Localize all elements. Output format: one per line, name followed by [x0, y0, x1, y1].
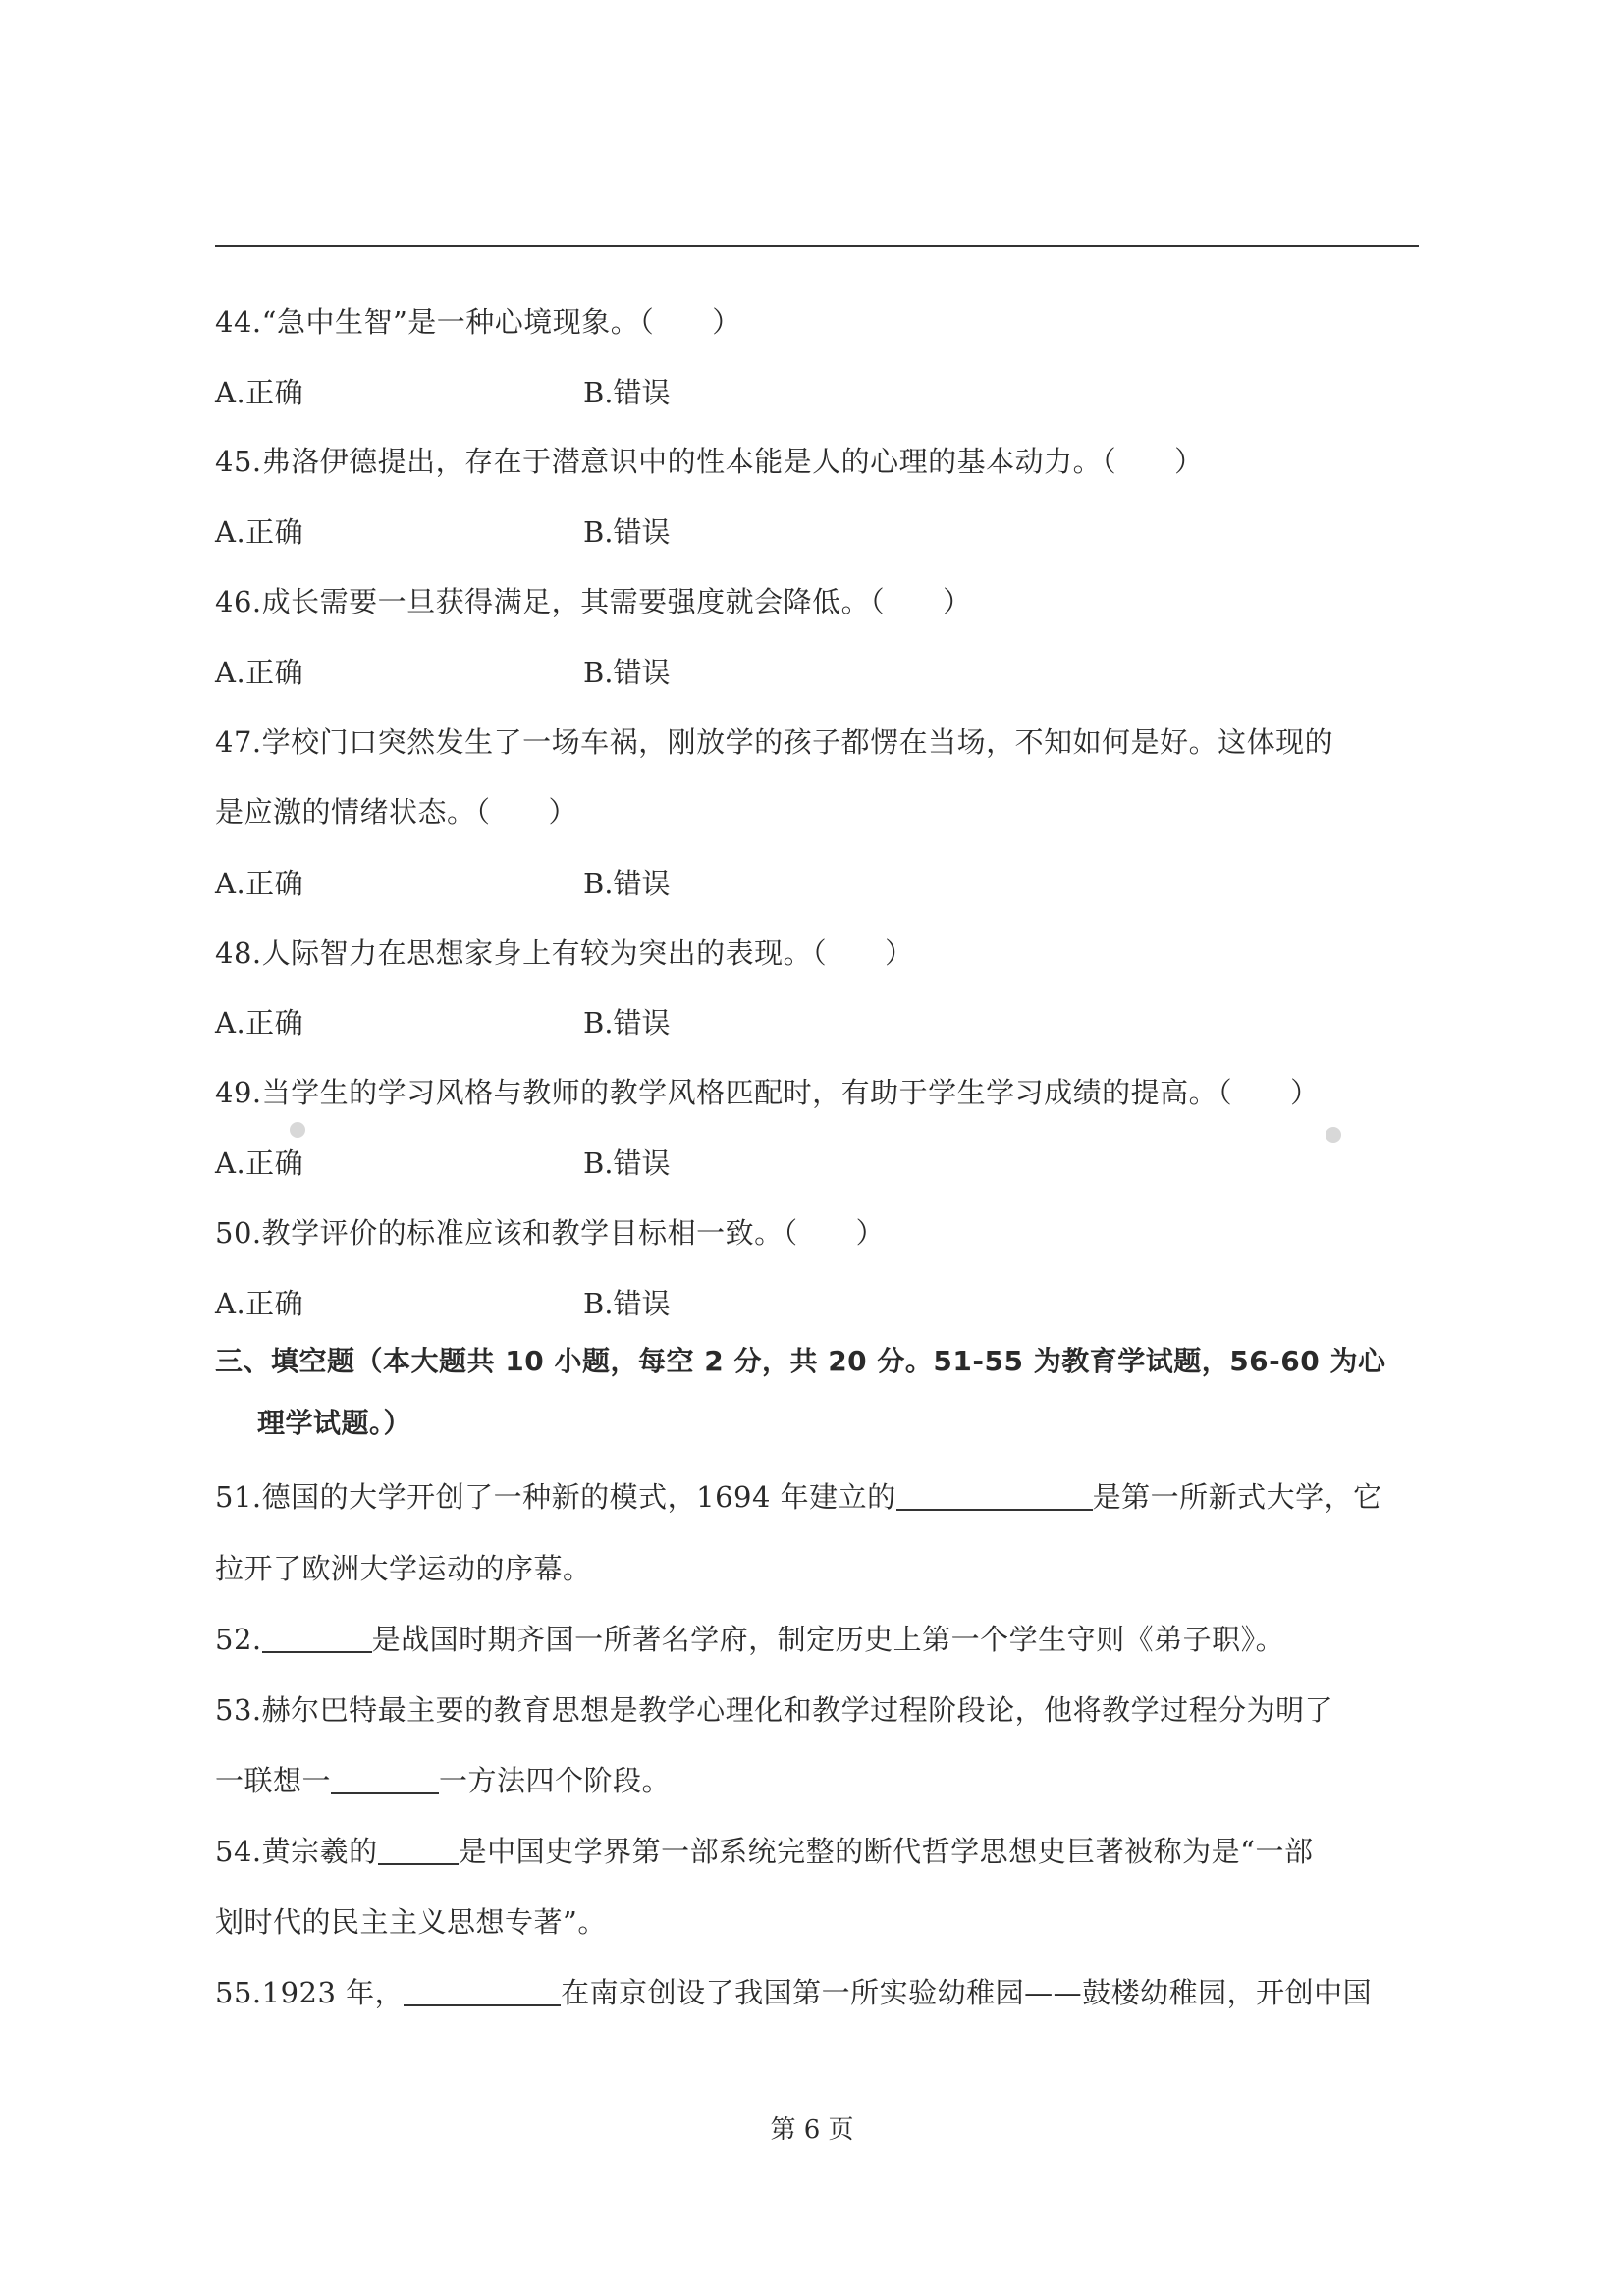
q48-option-a: A.正确	[215, 1006, 304, 1040]
q52-answer-blank	[262, 1622, 372, 1653]
scan-speck	[290, 1122, 305, 1138]
header-rule	[215, 245, 1419, 247]
q54-text-a: 54.黄宗羲的	[215, 1835, 378, 1868]
page-number: 第 6 页	[770, 2115, 854, 2145]
section-heading-line1: 三、填空题（本大题共 10 小题，每空 2 分，共 20 分。51-55 为教育学试题，56-60 为心	[215, 1345, 1386, 1377]
q54-text-b: 是中国史学界第一部系统完整的断代哲学思想史巨著被称为是“一部	[458, 1835, 1314, 1868]
question-45: 45.弗洛伊德提出，存在于潜意识中的性本能是人的心理的基本动力。（ ）	[215, 445, 1204, 478]
q46-option-b: B.错误	[583, 656, 671, 689]
q54-answer-blank	[378, 1834, 459, 1865]
q49-option-b: B.错误	[583, 1147, 671, 1180]
fill-question-53-line2	[215, 1761, 671, 1800]
q51-answer-blank	[896, 1479, 1093, 1511]
q48-option-b: B.错误	[583, 1006, 671, 1040]
fill-question-54-line1	[215, 1832, 1313, 1871]
question-47-line1: 47.学校门口突然发生了一场车祸，刚放学的孩子都愣在当场，不知如何是好。这体现的	[215, 725, 1334, 759]
q51-text-a: 51.德国的大学开创了一种新的模式，1694 年建立的	[215, 1480, 896, 1514]
q55-answer-blank	[404, 1975, 561, 2006]
q47-option-a: A.正确	[215, 867, 304, 900]
q45-option-b: B.错误	[583, 515, 671, 549]
q55-text-a: 55.1923 年，	[215, 1976, 405, 2009]
fill-question-55	[215, 1973, 1372, 2012]
question-47-line2: 是应激的情绪状态。（ ）	[215, 795, 578, 828]
q44-option-b: B.错误	[583, 376, 671, 409]
q52-text-b: 是战国时期齐国一所著名学府，制定历史上第一个学生守则《弟子职》。	[371, 1623, 1285, 1656]
fill-question-52	[215, 1620, 1284, 1659]
q53-text-a: 一联想一	[215, 1764, 332, 1797]
question-46: 46.成长需要一旦获得满足，其需要强度就会降低。（ ）	[215, 585, 972, 618]
q52-text-a: 52.	[215, 1623, 262, 1656]
fill-question-51-line1	[215, 1477, 1382, 1517]
section-heading-line2: 理学试题。）	[257, 1407, 412, 1439]
question-44: 44.“急中生智”是一种心境现象。（ ）	[215, 305, 741, 339]
q51-text-b: 是第一所新式大学，它	[1092, 1480, 1382, 1514]
q45-option-a: A.正确	[215, 515, 304, 549]
scan-speck	[1326, 1127, 1341, 1143]
question-50: 50.教学评价的标准应该和教学目标相一致。（ ）	[215, 1216, 886, 1250]
q46-option-a: A.正确	[215, 656, 304, 689]
q55-text-b: 在南京创设了我国第一所实验幼稚园——鼓楼幼稚园，开创中国	[561, 1976, 1373, 2009]
q53-answer-blank	[331, 1763, 439, 1794]
q47-option-b: B.错误	[583, 867, 671, 900]
q53-text-b: 一方法四个阶段。	[439, 1764, 672, 1797]
q49-option-a: A.正确	[215, 1147, 304, 1180]
question-48: 48.人际智力在思想家身上有较为突出的表现。（ ）	[215, 936, 914, 970]
fill-question-53-line1: 53.赫尔巴特最主要的教育思想是教学心理化和教学过程阶段论，他将教学过程分为明了	[215, 1693, 1334, 1727]
q50-option-b: B.错误	[583, 1287, 671, 1320]
q50-option-a: A.正确	[215, 1287, 304, 1320]
fill-question-54-line2: 划时代的民主主义思想专著”。	[215, 1905, 607, 1939]
fill-question-51-line2: 拉开了欧洲大学运动的序幕。	[215, 1552, 592, 1585]
q44-option-a: A.正确	[215, 376, 304, 409]
question-49: 49.当学生的学习风格与教师的教学风格匹配时，有助于学生学习成绩的提高。（ ）	[215, 1076, 1320, 1109]
